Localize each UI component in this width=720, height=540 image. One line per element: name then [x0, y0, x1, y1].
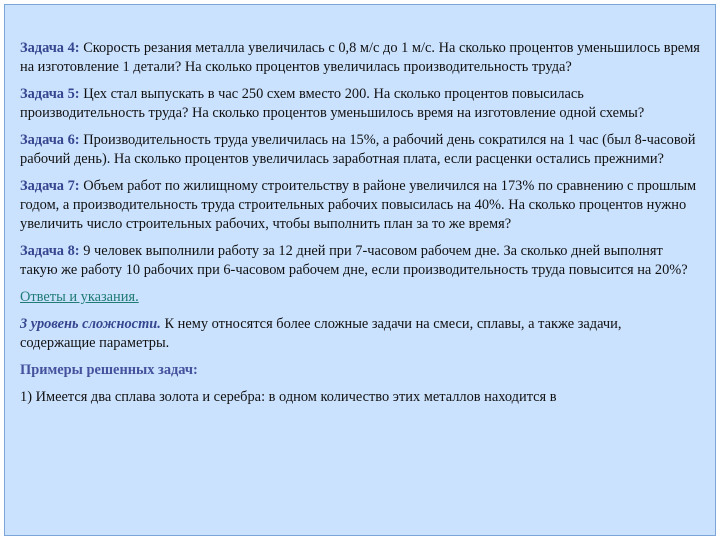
task-list	[20, 39, 700, 415]
task-6-colon: :	[74, 132, 80, 148]
difficulty-level-text: К нему относятся более сложные задачи на смеси, сплавы, а также задачи, содержащие параметры.	[20, 316, 622, 351]
answers-paragraph	[20, 288, 700, 307]
example-1	[20, 388, 700, 407]
task-4-label: Задача 4:	[20, 40, 80, 56]
task-5-colon: :	[74, 86, 80, 102]
task-7-label: Задача 7:	[20, 178, 80, 194]
task-7-colon: :	[74, 178, 80, 194]
task-8-label: Задача 8:	[20, 243, 80, 259]
task-8-text: 9 человек выполнили работу за 12 дней при 7-часовом рабочем дне. За сколько дней выполнят такую же работу 10 рабочих при 6-часовом рабочем дне, если производительность труда повысится на 20%?	[20, 243, 688, 278]
example-1-text: 1) Имеется два сплава золота и серебра: в одном количество этих металлов находится в	[20, 389, 557, 405]
answers-link[interactable]: Ответы и указания.	[20, 289, 139, 305]
examples-heading: Примеры решенных задач:	[20, 362, 198, 378]
examples-heading-paragraph	[20, 361, 700, 380]
task-7	[20, 177, 700, 234]
task-7-text: Объем работ по жилищному строительству в районе увеличился на 173% по сравнению с прошлым годом, а производительность труда строительных рабочих повысилась на 40%. На сколько процентов нужно увеличить число строительных рабочих, чтобы выполнить план за то же время?	[20, 178, 697, 232]
task-4-colon: :	[74, 40, 80, 56]
task-8-colon: :	[74, 243, 80, 259]
task-5-label: Задача 5:	[20, 86, 80, 102]
task-4	[20, 39, 700, 77]
content-panel	[4, 4, 716, 536]
difficulty-level-paragraph	[20, 315, 700, 353]
task-4-text: Скорость резания металла увеличилась с 0,8 м/с до 1 м/с. На сколько процентов уменьшилось время на изготовление 1 детали? На сколько процентов увеличилась производительность труда?	[20, 40, 700, 75]
task-6-label: Задача 6:	[20, 132, 80, 148]
task-5-text: Цех стал выпускать в час 250 схем вместо 200. На сколько процентов повысилась производительность труда? На сколько процентов уменьшилось время на изготовление одной схемы?	[20, 86, 645, 121]
task-6	[20, 131, 700, 169]
difficulty-level-label: 3 уровень сложности.	[20, 316, 161, 332]
task-6-text: Производительность труда увеличилась на 15%, а рабочий день сократился на 1 час (был 8-часовой рабочий день). На сколько процентов увеличилась заработная плата, если расценки остались прежними?	[20, 132, 696, 167]
task-5	[20, 85, 700, 123]
task-8	[20, 242, 700, 280]
